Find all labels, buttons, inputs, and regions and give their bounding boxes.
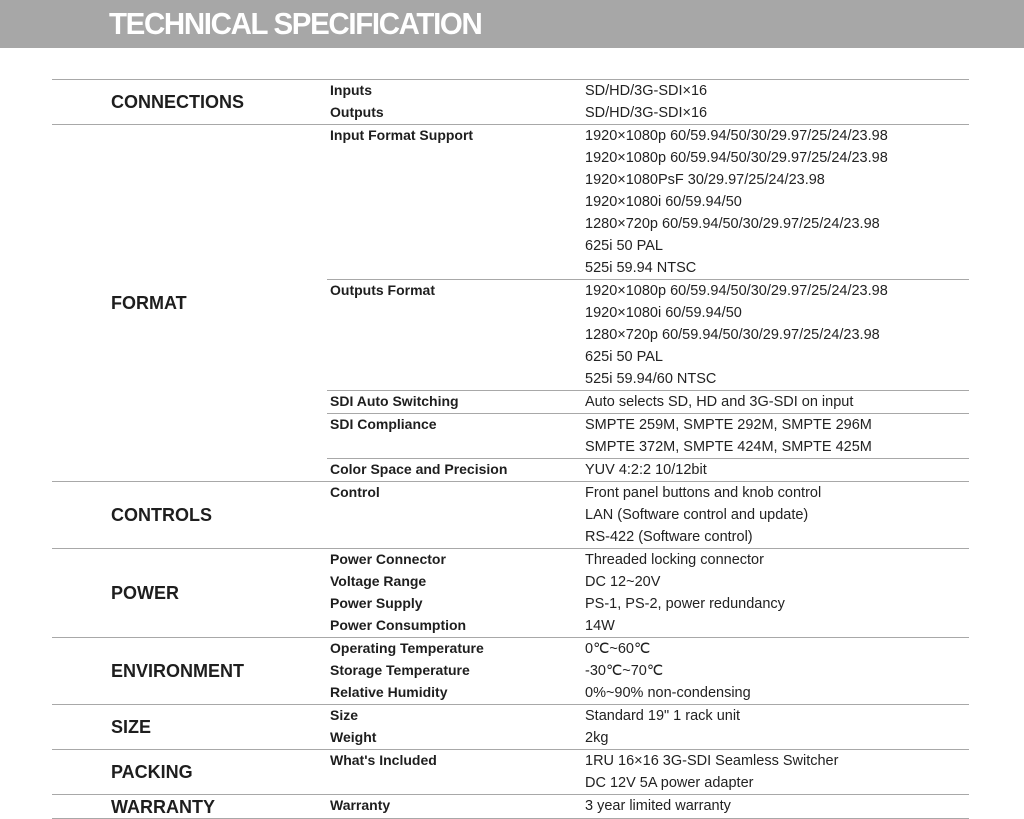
section-power <box>52 549 969 638</box>
spec-label: Outputs Format <box>330 282 435 298</box>
spec-value: 625i 50 PAL <box>585 238 663 254</box>
section-body <box>327 80 969 124</box>
spec-values <box>585 280 969 390</box>
spec-label: SDI Compliance <box>330 416 437 432</box>
section-format <box>52 125 969 482</box>
spec-value: 525i 59.94/60 NTSC <box>585 371 717 387</box>
spec-row <box>327 750 969 794</box>
header-banner <box>0 0 1024 48</box>
spec-labels <box>327 280 585 390</box>
spec-labels <box>327 482 585 548</box>
spec-labels <box>327 549 585 637</box>
spec-value: 625i 50 PAL <box>585 349 663 365</box>
spec-value: 525i 59.94 NTSC <box>585 260 697 276</box>
section-title: FORMAT <box>111 292 187 313</box>
spec-value: 3 year limited warranty <box>585 798 731 814</box>
spec-row <box>327 413 969 458</box>
section-title: POWER <box>111 582 180 603</box>
spec-value: DC 12V 5A power adapter <box>585 775 754 791</box>
section-body <box>327 482 969 548</box>
spec-value: SMPTE 372M, SMPTE 424M, SMPTE 425M <box>585 439 872 455</box>
spec-value: 1920×1080p 60/59.94/50/30/29.97/25/24/23.98 <box>585 283 888 299</box>
page-title: TECHNICAL SPECIFICATION <box>109 6 482 41</box>
spec-label: Color Space and Precision <box>330 461 508 477</box>
spec-value: 1RU 16×16 3G-SDI Seamless Switcher <box>585 753 839 769</box>
spec-labels <box>327 125 585 279</box>
spec-label: Weight <box>330 729 377 745</box>
section-body <box>327 125 969 481</box>
spec-label: Size <box>330 707 359 723</box>
spec-value: LAN (Software control and update) <box>585 507 809 523</box>
spec-value: 1280×720p 60/59.94/50/30/29.97/25/24/23.98 <box>585 327 880 343</box>
spec-value: 1920×1080p 60/59.94/50/30/29.97/25/24/23.98 <box>585 128 888 144</box>
section-size <box>52 705 969 750</box>
spec-labels <box>327 750 585 794</box>
spec-values <box>585 638 969 704</box>
section-warranty <box>52 795 969 819</box>
spec-label: Inputs <box>330 82 372 98</box>
section-title: SIZE <box>111 716 152 737</box>
spec-labels <box>327 414 585 458</box>
spec-value: -30℃~70℃ <box>585 663 664 679</box>
spec-label: Power Connector <box>330 551 446 567</box>
spec-labels <box>327 705 585 749</box>
spec-values <box>585 750 969 794</box>
spec-label: What's Included <box>330 752 437 768</box>
spec-row <box>327 125 969 279</box>
section-title: ENVIRONMENT <box>111 660 245 681</box>
spec-value: 1920×1080p 60/59.94/50/30/29.97/25/24/23.98 <box>585 150 888 166</box>
section-body <box>327 549 969 637</box>
spec-label: Power Supply <box>330 595 423 611</box>
spec-labels <box>327 80 585 124</box>
spec-value: RS-422 (Software control) <box>585 529 753 545</box>
spec-labels <box>327 795 585 817</box>
spec-value: 1280×720p 60/59.94/50/30/29.97/25/24/23.98 <box>585 216 880 232</box>
section-body <box>327 750 969 794</box>
spec-value: SMPTE 259M, SMPTE 292M, SMPTE 296M <box>585 417 872 433</box>
spec-row <box>327 458 969 481</box>
section-title: CONTROLS <box>111 504 212 525</box>
spec-value: DC 12~20V <box>585 574 661 590</box>
spec-values <box>585 414 969 458</box>
spec-row <box>327 638 969 704</box>
spec-value: PS-1, PS-2, power redundancy <box>585 596 785 612</box>
spec-labels <box>327 459 585 481</box>
spec-label: Control <box>330 484 380 500</box>
spec-values <box>585 80 969 124</box>
spec-row <box>327 549 969 637</box>
spec-label: Storage Temperature <box>330 662 470 678</box>
spec-labels <box>327 638 585 704</box>
spec-table <box>52 79 969 819</box>
spec-label: Power Consumption <box>330 617 467 633</box>
spec-value: Auto selects SD, HD and 3G-SDI on input <box>585 394 854 410</box>
spec-value: YUV 4:2:2 10/12bit <box>585 462 707 478</box>
spec-row <box>327 80 969 124</box>
section-environment <box>52 638 969 705</box>
spec-value: 0℃~60℃ <box>585 641 651 657</box>
spec-value: 1920×1080PsF 30/29.97/25/24/23.98 <box>585 172 825 188</box>
spec-value: SD/HD/3G-SDI×16 <box>585 105 708 121</box>
spec-label: Operating Temperature <box>330 640 484 656</box>
section-title: PACKING <box>111 761 193 782</box>
spec-values <box>585 705 969 749</box>
spec-row <box>327 279 969 390</box>
spec-label: Outputs <box>330 104 384 120</box>
section-title: CONNECTIONS <box>111 91 245 112</box>
spec-value: Threaded locking connector <box>585 552 764 568</box>
spec-value: Front panel buttons and knob control <box>585 485 822 501</box>
spec-values <box>585 549 969 637</box>
spec-labels <box>327 391 585 413</box>
spec-value: 2kg <box>585 730 609 746</box>
spec-value: Standard 19" 1 rack unit <box>585 708 741 724</box>
spec-label: Warranty <box>330 797 391 813</box>
spec-values <box>585 795 969 817</box>
spec-row <box>327 795 969 817</box>
section-body <box>327 795 969 818</box>
spec-label: SDI Auto Switching <box>330 393 459 409</box>
section-packing <box>52 750 969 795</box>
spec-label: Input Format Support <box>330 127 474 143</box>
spec-values <box>585 482 969 548</box>
spec-row <box>327 482 969 548</box>
spec-value: 1920×1080i 60/59.94/50 <box>585 305 742 321</box>
spec-label: Voltage Range <box>330 573 427 589</box>
spec-values <box>585 125 969 279</box>
section-body <box>327 705 969 749</box>
section-title: WARRANTY <box>111 797 215 817</box>
spec-row <box>327 390 969 413</box>
spec-row <box>327 705 969 749</box>
spec-value: SD/HD/3G-SDI×16 <box>585 83 708 99</box>
section-controls <box>52 482 969 549</box>
section-connections <box>52 80 969 125</box>
spec-label: Relative Humidity <box>330 684 448 700</box>
section-body <box>327 638 969 704</box>
spec-value: 0%~90% non-condensing <box>585 685 751 701</box>
spec-values <box>585 391 969 413</box>
spec-value: 1920×1080i 60/59.94/50 <box>585 194 742 210</box>
spec-value: 14W <box>585 618 615 634</box>
spec-values <box>585 459 969 481</box>
